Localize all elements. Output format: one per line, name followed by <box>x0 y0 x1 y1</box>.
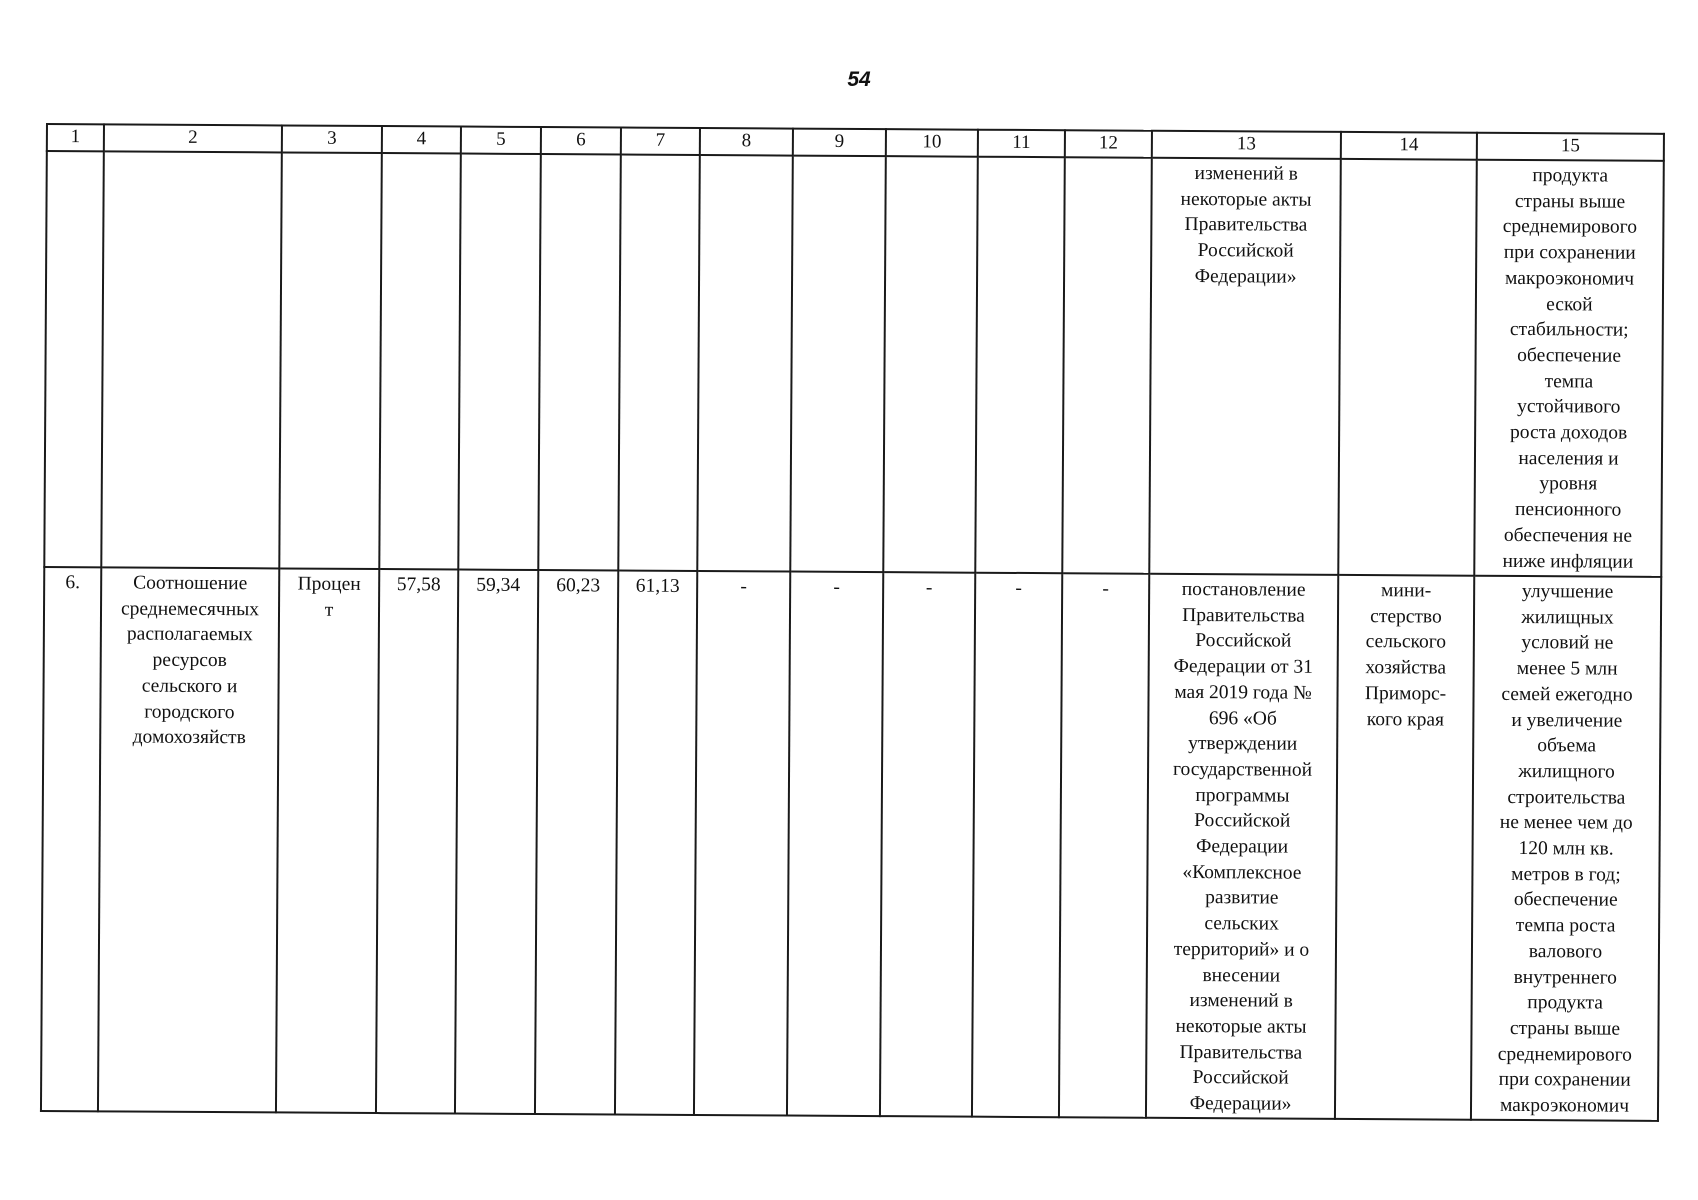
text-line: сельского <box>1365 631 1447 653</box>
header-cell: 9 <box>793 129 886 157</box>
value-cell-col4: 57,58 <box>376 569 458 1113</box>
goal-cell <box>1474 160 1664 577</box>
text-line: Правительства <box>1182 604 1305 627</box>
text-line: мини- <box>1381 580 1432 602</box>
text-line: Федерации <box>1195 836 1289 858</box>
header-cell: 10 <box>886 129 978 157</box>
text-line: среднемесячных <box>120 598 260 621</box>
header-cell: 11 <box>978 130 1065 158</box>
goal-cell <box>1471 576 1661 1121</box>
text-line: продукта <box>1527 992 1604 1014</box>
header-cell: 13 <box>1152 131 1341 159</box>
text-line: устойчивого <box>1517 396 1621 418</box>
text-line: городского <box>144 701 235 723</box>
text-line: Федерации от 31 <box>1173 656 1313 678</box>
empty-cell <box>458 154 541 570</box>
text-line: населения и <box>1518 447 1619 470</box>
value-cell-col9: - <box>787 572 883 1116</box>
row-number-cell: 6. <box>41 567 101 1111</box>
header-cell: 4 <box>382 126 461 153</box>
text-line: развитие <box>1205 887 1279 909</box>
header-cell: 5 <box>461 127 541 154</box>
value-cell-col7: 61,13 <box>615 571 697 1115</box>
text-line: некоторые акты <box>1180 188 1312 211</box>
text-line: Федерации» <box>1189 1093 1292 1115</box>
legal-basis-cell <box>1146 574 1338 1119</box>
text-line: т <box>324 599 334 621</box>
text-line: внесении <box>1202 964 1281 987</box>
header-cell: 15 <box>1477 133 1664 161</box>
text-line: хозяйства <box>1365 657 1447 679</box>
text-line: государственной <box>1173 758 1313 781</box>
text-line: изменений в <box>1194 163 1298 185</box>
header-cell: 1 <box>47 124 104 151</box>
text-line: сельских <box>1204 913 1279 935</box>
header-cell: 3 <box>282 125 382 153</box>
text-line: изменений в <box>1189 990 1293 1012</box>
empty-cell <box>790 156 886 573</box>
text-line: темпа <box>1544 370 1594 393</box>
text-line: мая 2019 года № <box>1174 681 1312 704</box>
text-line: Правительства <box>1179 1041 1303 1064</box>
text-line: метров в год; <box>1511 863 1621 886</box>
text-line: Российской <box>1195 630 1292 653</box>
text-line: некоторые акты <box>1175 1015 1307 1038</box>
text-line: макроэкономич <box>1499 1094 1630 1117</box>
header-cell: 12 <box>1065 130 1152 158</box>
text-line: «Комплексное <box>1182 861 1302 884</box>
document-sheet <box>40 123 1663 1122</box>
text-line: кого края <box>1366 708 1445 731</box>
text-line: Правительства <box>1184 214 1308 237</box>
text-line: стерство <box>1370 605 1442 628</box>
empty-cell <box>379 153 461 569</box>
text-line: обеспечение <box>1517 344 1622 367</box>
text-line: внутреннего <box>1513 966 1618 989</box>
text-line: не менее чем до <box>1499 812 1633 835</box>
header-cell: 7 <box>621 128 700 155</box>
empty-cell <box>883 156 978 573</box>
empty-cell <box>697 155 793 572</box>
text-line: обеспечение <box>1513 889 1618 912</box>
text-line: утверждении <box>1188 733 1298 755</box>
text-line: 120 млн кв. <box>1518 838 1614 860</box>
text-line: продукта <box>1532 165 1609 187</box>
text-line: страны выше <box>1509 1017 1621 1040</box>
indicator-row-6 <box>41 567 1661 1121</box>
indicator-table <box>40 123 1665 1122</box>
empty-cell <box>44 151 104 567</box>
text-line: макроэкономич <box>1504 267 1635 290</box>
value-cell-col10: - <box>880 572 975 1116</box>
text-line: располагаемых <box>126 623 253 646</box>
text-line: еской <box>1546 293 1593 315</box>
empty-cell <box>1338 159 1477 576</box>
text-line: страны выше <box>1514 190 1626 213</box>
text-line: Приморс- <box>1364 682 1447 705</box>
text-line: при сохранении <box>1498 1069 1631 1092</box>
text-line: условий не <box>1521 632 1614 654</box>
text-line: ниже инфляции <box>1502 550 1634 573</box>
empty-cell <box>618 155 700 571</box>
text-line: обеспечения не <box>1503 524 1633 547</box>
empty-cell <box>538 154 621 570</box>
value-cell-col11: - <box>972 573 1062 1117</box>
text-line: строительства <box>1507 786 1626 809</box>
text-line: семей ежегодно <box>1501 683 1633 706</box>
text-line: валового <box>1528 940 1603 963</box>
page-number: 54 <box>847 68 871 91</box>
text-line: роста доходов <box>1509 421 1628 444</box>
text-line: 696 «Об <box>1208 707 1277 730</box>
text-line: Российской <box>1194 810 1291 832</box>
empty-cell <box>975 157 1065 574</box>
text-line: домохозяйств <box>132 726 246 749</box>
value-cell-col5: 59,34 <box>455 570 538 1114</box>
text-line: Процен <box>297 573 361 595</box>
text-line: среднемирового <box>1497 1043 1632 1066</box>
text-line: Российской <box>1192 1067 1289 1089</box>
empty-cell <box>279 152 382 569</box>
text-line: улучшение <box>1521 581 1614 603</box>
text-line: объема <box>1537 735 1597 757</box>
text-line: программы <box>1195 784 1290 807</box>
legal-basis-cell <box>1149 158 1341 575</box>
value-cell-col8: - <box>694 571 790 1115</box>
text-line: жилищного <box>1518 760 1615 783</box>
header-cell: 6 <box>541 127 621 154</box>
text-line: уровня <box>1539 473 1598 495</box>
text-line: и увеличение <box>1511 709 1623 732</box>
text-line: темпа роста <box>1515 915 1616 937</box>
continuation-row <box>44 151 1664 577</box>
text-line: среднемирового <box>1502 216 1638 239</box>
header-cell: 14 <box>1341 132 1477 160</box>
text-line: Российской <box>1197 240 1294 262</box>
responsible-cell <box>1335 575 1474 1120</box>
text-line: ресурсов <box>152 649 227 672</box>
value-cell-col6: 60,23 <box>535 570 618 1114</box>
value-cell-col12: - <box>1059 573 1149 1117</box>
text-line: постановление <box>1181 578 1306 601</box>
text-line: сельского и <box>141 675 238 697</box>
text-line: Федерации» <box>1194 265 1297 288</box>
empty-cell <box>101 151 282 568</box>
header-cell: 8 <box>700 128 793 156</box>
text-line: жилищных <box>1521 606 1614 629</box>
indicator-name-cell <box>98 567 279 1112</box>
text-line: менее 5 млн <box>1516 658 1618 680</box>
text-line: стабильности; <box>1509 319 1629 341</box>
header-cell: 2 <box>104 124 282 152</box>
unit-cell <box>276 568 379 1112</box>
empty-cell <box>1062 157 1152 574</box>
text-line: пенсионного <box>1514 499 1622 521</box>
text-line: территорий» и о <box>1173 938 1310 961</box>
text-line: при сохранении <box>1503 242 1636 264</box>
text-line: Соотношение <box>133 572 248 595</box>
